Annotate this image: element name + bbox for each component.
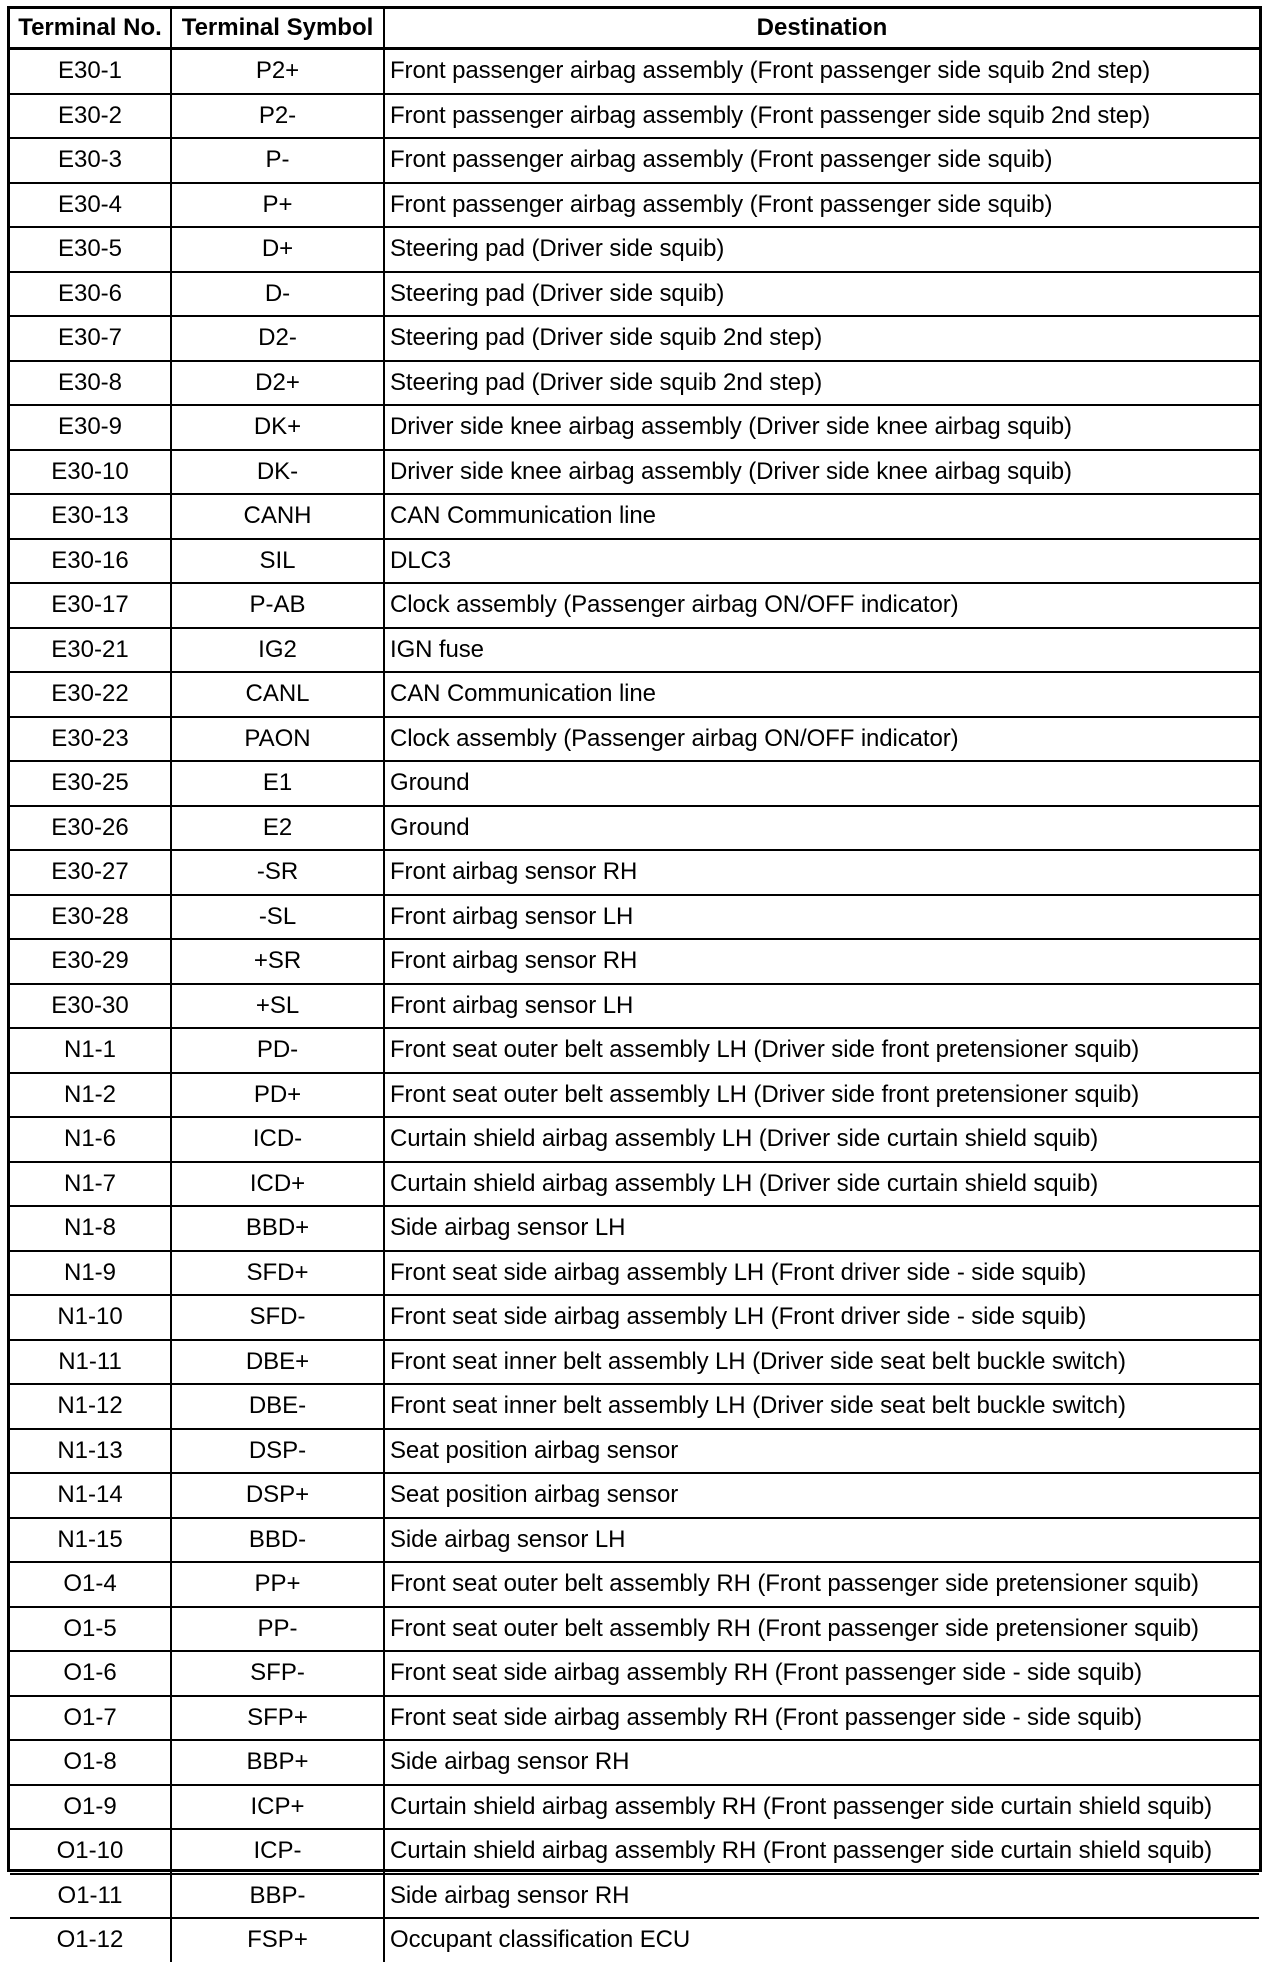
- cell-terminal-symbol: FSP+: [171, 1918, 384, 1962]
- cell-destination: Front seat outer belt assembly LH (Driver side front pretensioner squib): [384, 1073, 1259, 1118]
- cell-destination: Steering pad (Driver side squib): [384, 272, 1259, 317]
- table-row: [10, 1874, 1259, 1919]
- cell-destination: Side airbag sensor RH: [384, 1874, 1259, 1919]
- cell-terminal-no: E30-29: [10, 939, 171, 984]
- table-row: [10, 583, 1259, 628]
- cell-terminal-no: O1-9: [10, 1785, 171, 1830]
- cell-destination: Ground: [384, 761, 1259, 806]
- cell-destination: Side airbag sensor RH: [384, 1740, 1259, 1785]
- cell-terminal-no: E30-26: [10, 806, 171, 851]
- cell-destination: Curtain shield airbag assembly LH (Driver side curtain shield squib): [384, 1162, 1259, 1207]
- cell-destination: CAN Communication line: [384, 672, 1259, 717]
- cell-terminal-no: E30-21: [10, 628, 171, 673]
- cell-destination: Seat position airbag sensor: [384, 1473, 1259, 1518]
- cell-destination: Front seat outer belt assembly RH (Front passenger side pretensioner squib): [384, 1562, 1259, 1607]
- table-row: [10, 1473, 1259, 1518]
- cell-destination: Clock assembly (Passenger airbag ON/OFF indicator): [384, 583, 1259, 628]
- cell-destination: Curtain shield airbag assembly RH (Front passenger side curtain shield squib): [384, 1829, 1259, 1874]
- table-row: [10, 539, 1259, 584]
- table-row: [10, 1295, 1259, 1340]
- table-row: [10, 494, 1259, 539]
- cell-destination: Steering pad (Driver side squib 2nd step): [384, 361, 1259, 406]
- cell-terminal-symbol: E1: [171, 761, 384, 806]
- table-row: [10, 272, 1259, 317]
- cell-terminal-symbol: BBP-: [171, 1874, 384, 1919]
- cell-destination: Front seat outer belt assembly RH (Front passenger side pretensioner squib): [384, 1607, 1259, 1652]
- cell-terminal-symbol: DSP+: [171, 1473, 384, 1518]
- cell-terminal-no: O1-11: [10, 1874, 171, 1919]
- cell-terminal-symbol: DSP-: [171, 1429, 384, 1474]
- table-row: [10, 49, 1259, 94]
- cell-destination: Curtain shield airbag assembly LH (Driver side curtain shield squib): [384, 1117, 1259, 1162]
- cell-terminal-symbol: PP-: [171, 1607, 384, 1652]
- cell-terminal-no: E30-30: [10, 984, 171, 1029]
- cell-terminal-no: N1-6: [10, 1117, 171, 1162]
- cell-terminal-symbol: DK+: [171, 405, 384, 450]
- cell-terminal-symbol: P-AB: [171, 583, 384, 628]
- cell-terminal-no: E30-16: [10, 539, 171, 584]
- cell-destination: Front seat outer belt assembly LH (Driver side front pretensioner squib): [384, 1028, 1259, 1073]
- table-row: [10, 984, 1259, 1029]
- cell-destination: Front airbag sensor LH: [384, 895, 1259, 940]
- cell-destination: Steering pad (Driver side squib 2nd step): [384, 316, 1259, 361]
- table-header-row: [10, 9, 1259, 49]
- cell-terminal-no: E30-25: [10, 761, 171, 806]
- cell-terminal-no: O1-5: [10, 1607, 171, 1652]
- cell-terminal-no: E30-5: [10, 227, 171, 272]
- cell-destination: Front seat side airbag assembly LH (Front driver side - side squib): [384, 1295, 1259, 1340]
- table-row: [10, 1117, 1259, 1162]
- cell-destination: Front airbag sensor RH: [384, 850, 1259, 895]
- cell-terminal-no: N1-14: [10, 1473, 171, 1518]
- cell-terminal-symbol: CANL: [171, 672, 384, 717]
- cell-terminal-no: E30-17: [10, 583, 171, 628]
- cell-terminal-no: O1-8: [10, 1740, 171, 1785]
- cell-terminal-symbol: +SL: [171, 984, 384, 1029]
- cell-destination: CAN Communication line: [384, 494, 1259, 539]
- cell-terminal-no: O1-4: [10, 1562, 171, 1607]
- header-terminal-no: Terminal No.: [10, 9, 171, 49]
- cell-terminal-symbol: P2+: [171, 49, 384, 94]
- cell-terminal-symbol: CANH: [171, 494, 384, 539]
- cell-destination: Front seat side airbag assembly RH (Front passenger side - side squib): [384, 1696, 1259, 1741]
- cell-terminal-symbol: DK-: [171, 450, 384, 495]
- cell-terminal-no: N1-2: [10, 1073, 171, 1118]
- header-terminal-symbol: Terminal Symbol: [171, 9, 384, 49]
- cell-destination: Ground: [384, 806, 1259, 851]
- cell-terminal-symbol: DBE-: [171, 1384, 384, 1429]
- table-row: [10, 1651, 1259, 1696]
- cell-terminal-no: N1-15: [10, 1518, 171, 1563]
- terminal-table: [10, 9, 1259, 1962]
- cell-destination: Front seat side airbag assembly RH (Front passenger side - side squib): [384, 1651, 1259, 1696]
- cell-terminal-symbol: P2-: [171, 94, 384, 139]
- cell-terminal-no: O1-6: [10, 1651, 171, 1696]
- cell-terminal-no: E30-28: [10, 895, 171, 940]
- table-row: [10, 806, 1259, 851]
- cell-destination: Steering pad (Driver side squib): [384, 227, 1259, 272]
- cell-terminal-symbol: P-: [171, 138, 384, 183]
- table-row: [10, 94, 1259, 139]
- table-row: [10, 761, 1259, 806]
- cell-terminal-symbol: D-: [171, 272, 384, 317]
- cell-terminal-no: E30-2: [10, 94, 171, 139]
- table-row: [10, 1384, 1259, 1429]
- cell-terminal-no: E30-10: [10, 450, 171, 495]
- cell-destination: Front airbag sensor RH: [384, 939, 1259, 984]
- cell-terminal-no: E30-7: [10, 316, 171, 361]
- cell-terminal-no: N1-7: [10, 1162, 171, 1207]
- cell-destination: Driver side knee airbag assembly (Driver side knee airbag squib): [384, 450, 1259, 495]
- cell-terminal-symbol: D2+: [171, 361, 384, 406]
- cell-terminal-symbol: BBP+: [171, 1740, 384, 1785]
- cell-terminal-symbol: ICP-: [171, 1829, 384, 1874]
- cell-terminal-no: N1-12: [10, 1384, 171, 1429]
- cell-destination: Curtain shield airbag assembly RH (Front passenger side curtain shield squib): [384, 1785, 1259, 1830]
- cell-terminal-no: N1-8: [10, 1206, 171, 1251]
- cell-destination: Driver side knee airbag assembly (Driver side knee airbag squib): [384, 405, 1259, 450]
- cell-terminal-symbol: SFD-: [171, 1295, 384, 1340]
- cell-terminal-no: E30-22: [10, 672, 171, 717]
- table-row: [10, 1028, 1259, 1073]
- cell-terminal-no: E30-13: [10, 494, 171, 539]
- table-row: [10, 361, 1259, 406]
- cell-terminal-no: E30-1: [10, 49, 171, 94]
- cell-terminal-symbol: SFP+: [171, 1696, 384, 1741]
- cell-destination: Front seat inner belt assembly LH (Driver side seat belt buckle switch): [384, 1340, 1259, 1385]
- table-row: [10, 1562, 1259, 1607]
- cell-terminal-no: E30-23: [10, 717, 171, 762]
- cell-terminal-symbol: SFP-: [171, 1651, 384, 1696]
- cell-terminal-no: N1-9: [10, 1251, 171, 1296]
- cell-terminal-symbol: ICP+: [171, 1785, 384, 1830]
- cell-terminal-symbol: PAON: [171, 717, 384, 762]
- cell-terminal-symbol: ICD-: [171, 1117, 384, 1162]
- table-row: [10, 1162, 1259, 1207]
- table-row: [10, 1918, 1259, 1962]
- table-row: [10, 1696, 1259, 1741]
- cell-terminal-no: E30-4: [10, 183, 171, 228]
- table-row: [10, 1785, 1259, 1830]
- table-row: [10, 1429, 1259, 1474]
- table-row: [10, 450, 1259, 495]
- cell-terminal-symbol: IG2: [171, 628, 384, 673]
- cell-terminal-symbol: SFD+: [171, 1251, 384, 1296]
- cell-terminal-symbol: DBE+: [171, 1340, 384, 1385]
- cell-destination: IGN fuse: [384, 628, 1259, 673]
- cell-terminal-symbol: BBD-: [171, 1518, 384, 1563]
- cell-terminal-symbol: D+: [171, 227, 384, 272]
- cell-terminal-no: E30-6: [10, 272, 171, 317]
- cell-terminal-no: N1-10: [10, 1295, 171, 1340]
- cell-terminal-no: O1-7: [10, 1696, 171, 1741]
- cell-destination: Seat position airbag sensor: [384, 1429, 1259, 1474]
- cell-destination: Front passenger airbag assembly (Front passenger side squib 2nd step): [384, 94, 1259, 139]
- cell-terminal-symbol: ICD+: [171, 1162, 384, 1207]
- table-row: [10, 672, 1259, 717]
- cell-terminal-symbol: -SR: [171, 850, 384, 895]
- table-row: [10, 1607, 1259, 1652]
- cell-destination: Front airbag sensor LH: [384, 984, 1259, 1029]
- table-row: [10, 1829, 1259, 1874]
- cell-destination: Front passenger airbag assembly (Front passenger side squib 2nd step): [384, 49, 1259, 94]
- table-row: [10, 850, 1259, 895]
- cell-terminal-no: N1-1: [10, 1028, 171, 1073]
- cell-destination: Front passenger airbag assembly (Front passenger side squib): [384, 138, 1259, 183]
- table-row: [10, 717, 1259, 762]
- cell-terminal-no: E30-27: [10, 850, 171, 895]
- cell-terminal-no: N1-13: [10, 1429, 171, 1474]
- table-row: [10, 405, 1259, 450]
- cell-terminal-symbol: E2: [171, 806, 384, 851]
- table-row: [10, 1251, 1259, 1296]
- cell-terminal-symbol: P+: [171, 183, 384, 228]
- cell-destination: Front seat side airbag assembly LH (Front driver side - side squib): [384, 1251, 1259, 1296]
- table-row: [10, 183, 1259, 228]
- cell-destination: Side airbag sensor LH: [384, 1206, 1259, 1251]
- cell-terminal-no: E30-9: [10, 405, 171, 450]
- cell-destination: Occupant classification ECU: [384, 1918, 1259, 1962]
- cell-destination: Side airbag sensor LH: [384, 1518, 1259, 1563]
- table-row: [10, 628, 1259, 673]
- cell-terminal-symbol: PD+: [171, 1073, 384, 1118]
- table-row: [10, 939, 1259, 984]
- table-row: [10, 1518, 1259, 1563]
- cell-terminal-symbol: SIL: [171, 539, 384, 584]
- cell-terminal-no: O1-10: [10, 1829, 171, 1874]
- cell-destination: Front seat inner belt assembly LH (Driver side seat belt buckle switch): [384, 1384, 1259, 1429]
- cell-terminal-symbol: BBD+: [171, 1206, 384, 1251]
- table-row: [10, 1740, 1259, 1785]
- cell-terminal-symbol: D2-: [171, 316, 384, 361]
- cell-terminal-no: O1-12: [10, 1918, 171, 1962]
- cell-terminal-no: N1-11: [10, 1340, 171, 1385]
- cell-terminal-symbol: PD-: [171, 1028, 384, 1073]
- table-row: [10, 227, 1259, 272]
- header-destination: Destination: [384, 9, 1259, 49]
- cell-destination: Front passenger airbag assembly (Front passenger side squib): [384, 183, 1259, 228]
- table-row: [10, 316, 1259, 361]
- cell-terminal-symbol: +SR: [171, 939, 384, 984]
- cell-terminal-symbol: -SL: [171, 895, 384, 940]
- cell-terminal-no: E30-3: [10, 138, 171, 183]
- cell-terminal-no: E30-8: [10, 361, 171, 406]
- table-row: [10, 1073, 1259, 1118]
- cell-destination: Clock assembly (Passenger airbag ON/OFF indicator): [384, 717, 1259, 762]
- cell-terminal-symbol: PP+: [171, 1562, 384, 1607]
- terminal-table-frame: [7, 6, 1262, 1954]
- table-row: [10, 1206, 1259, 1251]
- cell-destination: DLC3: [384, 539, 1259, 584]
- table-row: [10, 1340, 1259, 1385]
- table-row: [10, 895, 1259, 940]
- table-row: [10, 138, 1259, 183]
